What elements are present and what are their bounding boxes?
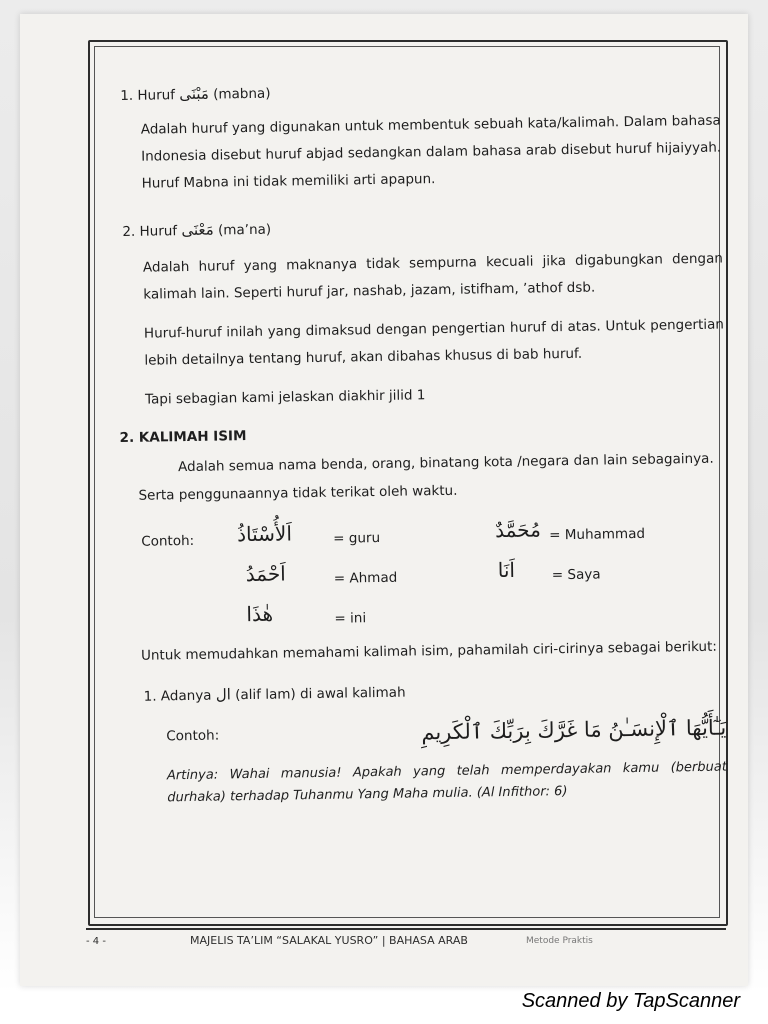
item-prefix: 1. Huruf — [120, 87, 176, 104]
arabic-mana: مَعْنَى — [181, 220, 214, 240]
isim-intro-2: Serta penggunaannya tidak terikat oleh waktu. — [138, 482, 458, 504]
examples-block — [127, 512, 729, 639]
ciri-prefix: 1. Adanya — [143, 687, 212, 705]
item-suffix: (ma’na) — [217, 221, 272, 239]
example-meaning-guru: = guru — [333, 529, 381, 547]
huruf-mana-body-3: Tapi sebagian kami jelaskan diakhir jilid 1 — [144, 387, 426, 408]
ayat-arabic: يَـٰٓأَيُّهَا ٱلْإِنسَـٰنُ مَا غَرَّكَ بِرَبِّكَ ٱلْكَرِيمِ — [421, 715, 727, 745]
huruf-mana-body-2: Huruf-huruf inilah yang dimaksud dengan pengertian huruf di atas. Untuk pengertian lebih detailnya tentang huruf, akan dibahas khusus di bab huruf. — [143, 316, 725, 369]
page-number: - 4 - — [86, 936, 106, 947]
ciri-suffix: (alif lam) di awal kalimah — [235, 684, 406, 704]
example-meaning-ahmad: = Ahmad — [333, 569, 398, 587]
example-meaning-muhammad: = Muhammad — [549, 525, 646, 544]
ciri-1-example-row — [166, 717, 726, 748]
example-arabic-muhammad: مُحَمَّدٌ — [494, 517, 541, 543]
ciri-1-heading — [144, 676, 730, 708]
huruf-mabna-body: Adalah huruf yang digunakan untuk membentuk sebuah kata/kalimah. Dalam bahasa Indonesia disebut huruf abjad sedangkan dalam bahasa arab disebut huruf hijaiyyah. Huruf Mabna ini tidak memiliki arti apapun. — [140, 112, 722, 192]
contoh-label: Contoh: — [141, 532, 195, 550]
example-arabic-ahmad: اَحْمَدُ — [245, 561, 286, 587]
huruf-mabna-heading — [120, 75, 720, 107]
arabic-alif-lam: ال — [215, 685, 232, 704]
example-meaning-ini: = ini — [334, 610, 367, 627]
example-arabic-hadza: هٰذَا — [246, 601, 274, 627]
ciri-contoh-label: Contoh: — [166, 727, 220, 745]
ciri-1-artinya: Artinya: Wahai manusia! Apakah yang telah memperdayakan kamu (berbuat durhaka) terhadap Tuhanmu Yang Maha mulia. (Al Infithor: 6) — [166, 759, 727, 806]
footer-title: MAJELIS TA’LIM “SALAKAL YUSRO” | BAHASA ARAB — [190, 934, 468, 947]
huruf-mana-body-1: Adalah huruf yang maknanya tidak sempurna kecuali jika digabungkan dengan kalimah lain. Seperti huruf jar, nashab, jazam, istifham, ’athof dsb. — [142, 250, 724, 303]
scanner-watermark: Scanned by TapScanner — [521, 990, 740, 1012]
footer-subtitle: Metode Praktis — [526, 936, 593, 946]
example-meaning-saya: = Saya — [551, 566, 601, 584]
section-heading-kalimah-isim: 2. KALIMAH ISIM — [119, 428, 247, 447]
item-suffix: (mabna) — [213, 85, 271, 103]
arabic-mabna: مَبْنَى — [179, 84, 210, 104]
huruf-mana-heading — [122, 211, 722, 243]
example-arabic-ana: اَنَا — [497, 557, 516, 583]
isim-intro-1: Adalah semua nama benda, orang, binatang kota /negara dan lain sebagainya. — [177, 450, 714, 476]
item-prefix: 2. Huruf — [122, 223, 178, 240]
ciri-intro: Untuk memudahkan memahami kalimah isim, pahamilah ciri-cirinya sebagai berikut: — [140, 638, 717, 664]
example-arabic-ustadz: اَلأُسْتَاذُ — [236, 521, 293, 547]
page-content — [120, 71, 731, 810]
footer-rule — [86, 928, 726, 930]
